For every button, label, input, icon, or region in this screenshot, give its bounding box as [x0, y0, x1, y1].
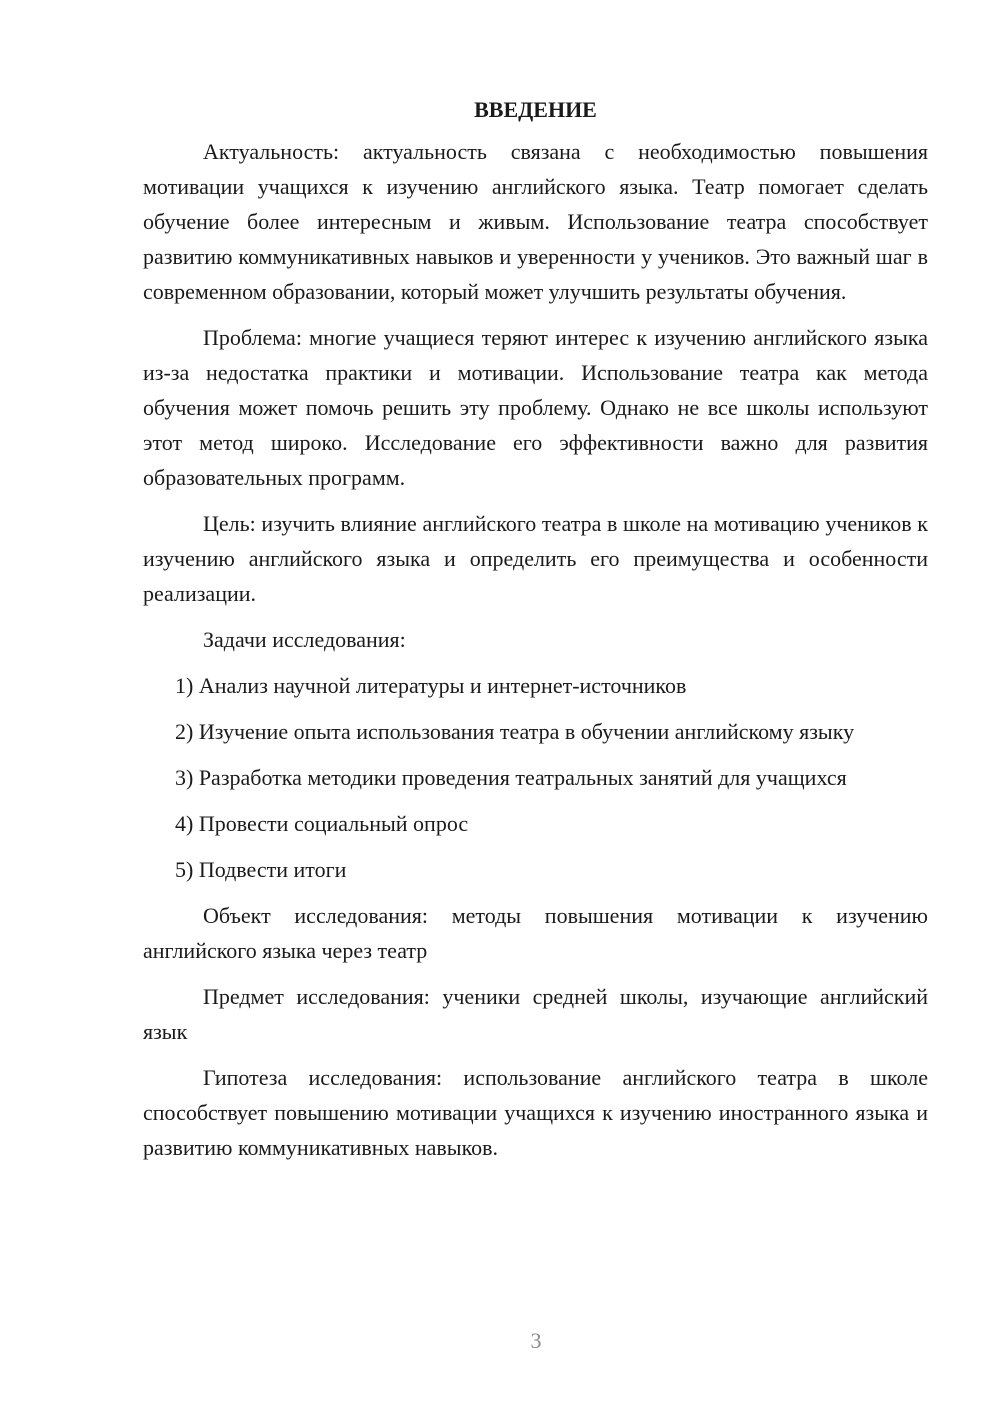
hypothesis-paragraph: Гипотеза исследования: использование английского театра в школе способствует повышению мотивации учащихся к изучению иностранного языка и развитию коммуникативных навыков. — [143, 1065, 928, 1160]
goal-paragraph: Цель: изучить влияние английского театра в школе на мотивацию учеников к изучению английского языка и определить его преимущества и особенности реализации. — [143, 511, 928, 606]
task-item-3: 3) Разработка методики проведения театральных занятий для учащихся — [175, 765, 847, 790]
task-item-2: 2) Изучение опыта использования театра в обучении английскому языку — [175, 719, 855, 744]
object-paragraph: Объект исследования: методы повышения мотивации к изучению английского языка через театр — [143, 903, 928, 963]
task-item-5: 5) Подвести итоги — [175, 857, 347, 882]
subject-paragraph: Предмет исследования: ученики средней школы, изучающие английский язык — [143, 984, 928, 1044]
page-number: 3 — [530, 1328, 542, 1353]
task-item-1: 1) Анализ научной литературы и интернет-источников — [175, 673, 687, 698]
relevance-paragraph: Актуальность: актуальность связана с необходимостью повышения мотивации учащихся к изучению английского языка. Театр помогает сделать обучение более интересным и живым. Использование театра способствует развитию коммуникативных навыков и уверенности у учеников. Это важный шаг в современном образовании, который может улучшить результаты обучения. — [143, 139, 928, 304]
tasks-heading: Задачи исследования: — [203, 627, 406, 652]
problem-paragraph: Проблема: многие учащиеся теряют интерес к изучению английского языка из-за недостатка практики и мотивации. Использование театра как метода обучения может помочь решить эту проблему. Однако не все школы используют этот метод широко. Исследование его эффективности важно для развития образовательных программ. — [143, 325, 928, 490]
task-item-4: 4) Провести социальный опрос — [175, 811, 469, 836]
document-page — [143, 92, 928, 1176]
section-title: ВВЕДЕНИЕ — [474, 97, 597, 122]
